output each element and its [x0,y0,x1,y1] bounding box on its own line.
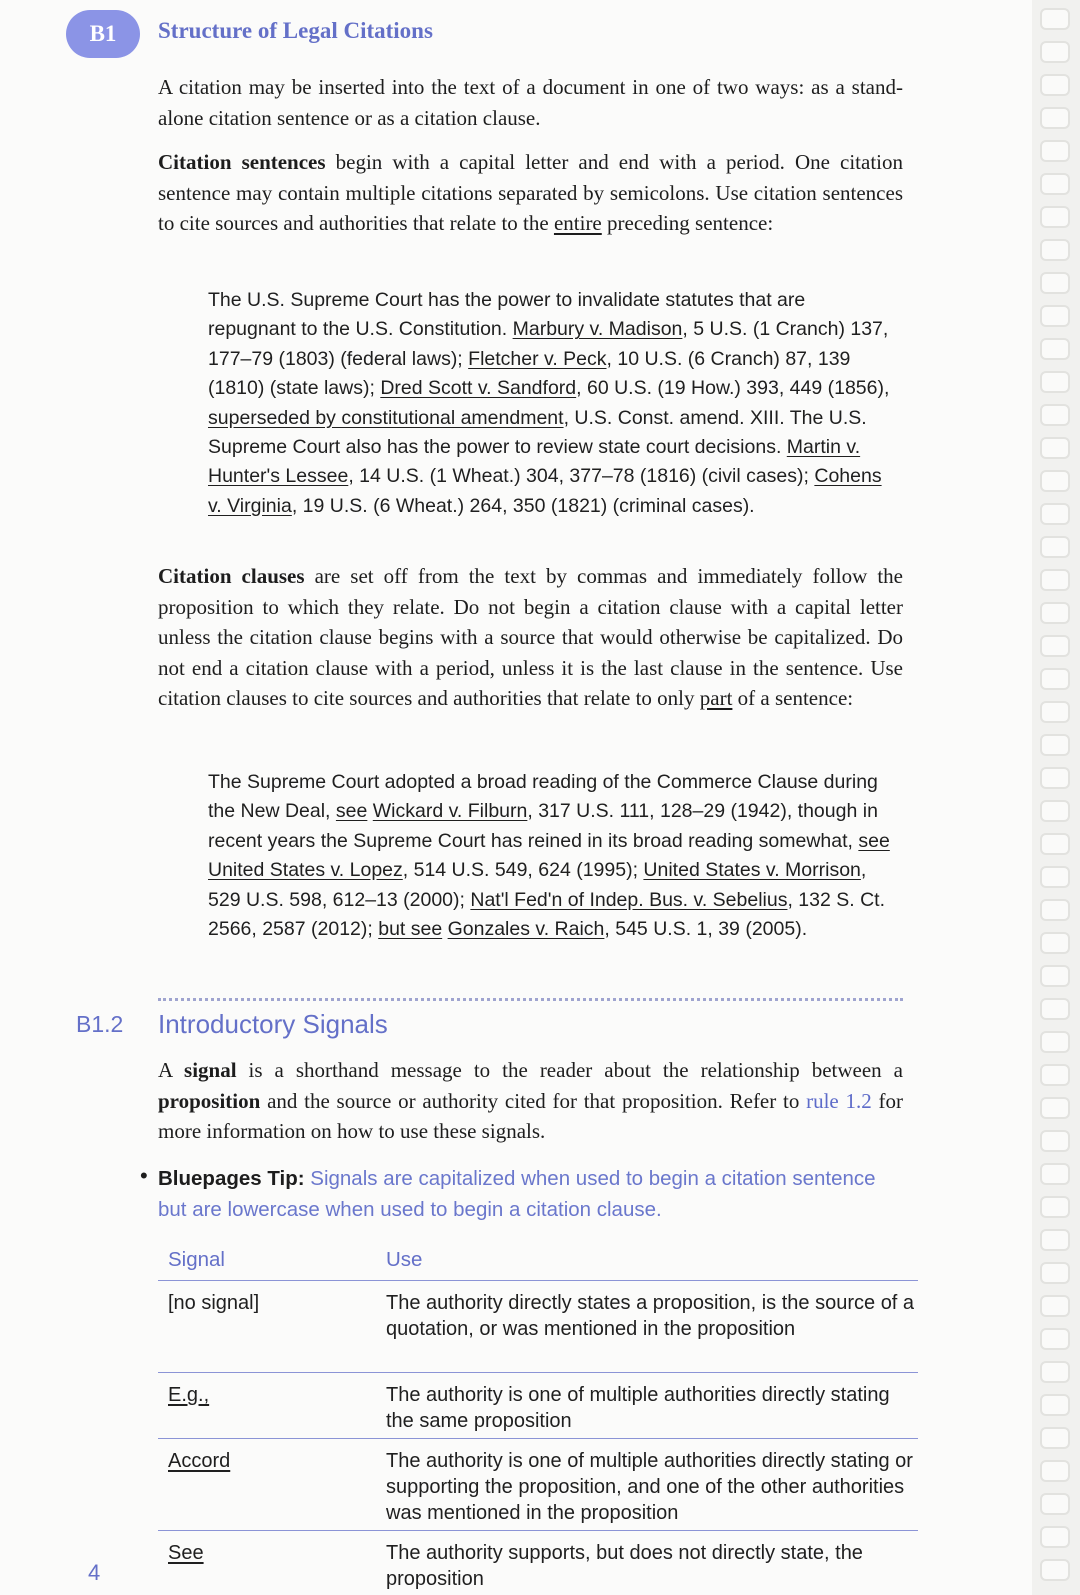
binding-ring [1040,1526,1070,1548]
table-rule [158,1372,918,1373]
binding-ring [1040,1394,1070,1416]
table-cell-signal: E.g., [168,1384,210,1406]
case-name: Cohens v. Virginia [208,465,882,517]
binding-ring [1040,1031,1070,1053]
binding-ring [1040,932,1070,954]
binding-ring [1040,206,1070,228]
section-divider [158,998,903,1001]
table-rule [158,1280,918,1281]
table-cell-signal: See [168,1542,204,1564]
binding-ring [1040,1460,1070,1482]
table-cell-use: The authority is one of multiple authorities directly stating or supporting the proposition, and one of the other authorities was mentioned in the proposition [386,1450,913,1524]
case-name: Wickard v. Filburn [372,800,528,823]
table-cell-use: The authority is one of multiple authorities directly stating the same proposition [386,1384,890,1432]
binding-ring [1040,1295,1070,1317]
citation-sentence-example: The U.S. Supreme Court has the power to invalidate statutes that are repugnant to the U.S. Constitution. Marbury v. Madison, 5 U.S. (1 Cranch) 137, 177–79 (1803) (federal laws); Fletcher v. Peck, 10 U.S. (6 Cranch) 87, 139 (1810) (state laws); Dred Scott v. Sandford, 60 U.S. (19 How.) 393, 449 (1856), superseded by constitutional amendment, U.S. Const. amend. XIII. The U.S. Supreme Court also has the power to review state court decisions. Martin v. Hunter's Lessee, 14 U.S. (1 Wheat.) 304, 377–78 (1816) (civil cases); Cohens v. Virginia, 19 U.S. (6 Wheat.) 264, 350 (1821) (criminal cases). [208,289,890,517]
binding-ring [1040,1196,1070,1218]
spiral-binding [1032,0,1080,1595]
binding-ring [1040,503,1070,525]
section-title: Structure of Legal Citations [158,18,433,43]
table-cell-signal: [no signal] [168,1292,260,1314]
section-badge: B1 [66,10,140,58]
signal-definition-paragraph: A signal is a shorthand message to the reader about the relationship between a proposition and the source or authority cited for that proposition. Refer to rule 1.2 for more information on how to use these signals. [158,1058,903,1143]
history-phrase: superseded by constitutional amendment [208,406,564,429]
binding-ring [1040,701,1070,723]
binding-ring [1040,1097,1070,1119]
binding-ring [1040,1229,1070,1251]
binding-ring [1040,404,1070,426]
binding-ring [1040,173,1070,195]
binding-ring [1040,998,1070,1020]
table-header-use: Use [386,1248,423,1271]
binding-ring [1040,305,1070,327]
signal-word: see [858,829,890,852]
table-rule [158,1530,918,1531]
binding-ring [1040,74,1070,96]
page-number: 4 [88,1560,101,1585]
case-name: Gonzales v. Raich [447,918,605,941]
binding-ring [1040,800,1070,822]
binding-ring [1040,8,1070,30]
binding-ring [1040,470,1070,492]
citation-sentences-paragraph: Citation sentences begin with a capital letter and end with a period. One citation sentence may contain multiple citations separated by semicolons. Use citation sentences to cite sources and authorities that relate to the entire preceding sentence: [158,150,904,235]
binding-ring [1040,338,1070,360]
binding-ring [1040,1361,1070,1383]
binding-ring [1040,767,1070,789]
binding-ring [1040,140,1070,162]
binding-ring [1040,41,1070,63]
binding-ring [1040,272,1070,294]
binding-ring [1040,437,1070,459]
case-name: Nat'l Fed'n of Indep. Bus. v. Sebelius [470,888,788,911]
table-cell-signal: Accord [168,1450,231,1472]
binding-ring [1040,668,1070,690]
binding-ring [1040,1559,1070,1581]
case-name: United States v. Morrison [643,859,861,882]
term-citation-sentences: Citation sentences [158,150,326,174]
binding-ring [1040,833,1070,855]
case-name: Fletcher v. Peck [468,347,607,370]
binding-ring [1040,1163,1070,1185]
case-name: Dred Scott v. Sandford [380,377,577,400]
rule-reference-link[interactable]: rule 1.2 [806,1088,872,1113]
intro-paragraph: A citation may be inserted into the text of a document in one of two ways: as a stand-alone citation sentence or as a citation clause. [158,75,903,130]
table-header-signal: Signal [168,1248,225,1271]
term-citation-clauses: Citation clauses [158,564,305,588]
binding-ring [1040,899,1070,921]
binding-ring [1040,107,1070,129]
binding-ring [1040,1130,1070,1152]
bluepages-tip: Bluepages Tip: Signals are capitalized when used to begin a citation sentence but are lowercase when used to begin a citation clause. [158,1167,876,1221]
tip-label: Bluepages Tip: [158,1167,305,1190]
binding-ring [1040,734,1070,756]
binding-ring [1040,866,1070,888]
binding-ring [1040,602,1070,624]
binding-ring [1040,239,1070,261]
table-cell-use: The authority supports, but does not directly state, the proposition [386,1542,863,1590]
subsection-number: B1.2 [76,1011,124,1037]
binding-ring [1040,1262,1070,1284]
binding-ring [1040,371,1070,393]
bullet-icon: • [140,1163,148,1188]
binding-ring [1040,635,1070,657]
signal-word: but see [378,918,443,941]
subsection-title: Introductory Signals [158,1009,388,1039]
binding-ring [1040,569,1070,591]
citation-clause-example: The Supreme Court adopted a broad reading of the Commerce Clause during the New Deal, see Wickard v. Filburn, 317 U.S. 111, 128–29 (1942), though in recent years the Supreme Court has reined in its broad reading somewhat, see United States v. Lopez, 514 U.S. 549, 624 (1995); United States v. Morrison, 529 U.S. 598, 612–13 (2000); Nat'l Fed'n of Indep. Bus. v. Sebelius, 132 S. Ct. 2566, 2587 (2012); but see Gonzales v. Raich, 545 U.S. 1, 39 (2005). [208,771,890,941]
case-name: United States v. Lopez [208,859,403,882]
binding-ring [1040,536,1070,558]
table-cell-use: The authority directly states a proposition, is the source of a quotation, or was mentioned in the proposition [386,1292,915,1340]
case-name: Martin v. Hunter's Lessee [208,436,861,488]
case-name: Marbury v. Madison [512,318,683,341]
binding-ring [1040,1427,1070,1449]
binding-ring [1040,965,1070,987]
binding-ring [1040,1328,1070,1350]
signal-word: see [335,800,368,823]
table-rule [158,1438,918,1439]
binding-ring [1040,1064,1070,1086]
binding-ring [1040,1493,1070,1515]
citation-clauses-paragraph: Citation clauses are set off from the text by commas and immediately follow the proposition to which they relate. Do not begin a citation clause with a capital letter unless the citation clause begins with a source that would otherwise be capitalized. Do not end a citation clause with a period, unless it is the last clause in the sentence. Use citation clauses to cite sources and authorities that relate to only part of a sentence: [158,564,904,710]
